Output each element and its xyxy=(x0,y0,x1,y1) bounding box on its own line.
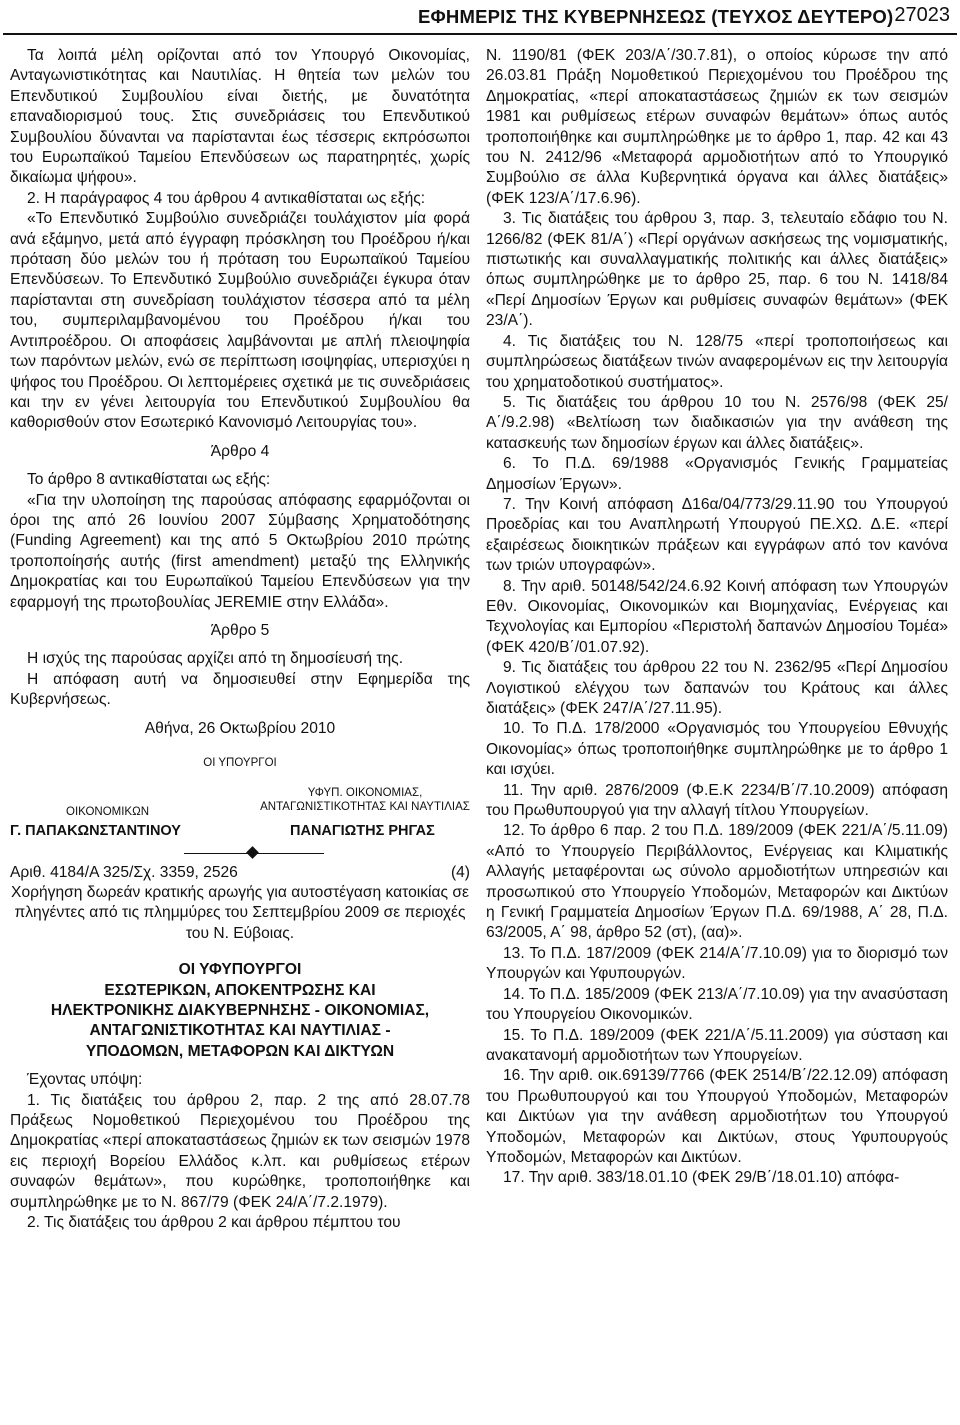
paragraph: 2. Τις διατάξεις του άρθρου 2 και άρθρου πέμπτου του xyxy=(27,1214,401,1232)
paragraph: 6. Το Π.Δ. 69/1988 «Οργανισμός Γενικής Γραμματείας Δημοσίων Έργων». xyxy=(486,455,948,493)
paragraph: 9. Τις διατάξεις του άρθρου 22 του Ν. 2362/95 «Περί Δημοσίου Λογιστικού ελέγχου των δαπανών του Κράτους και άλλες διατάξεις» (ΦΕΚ 247/Α΄/27.11.95). xyxy=(486,659,948,717)
page-header xyxy=(0,0,960,40)
minister-right-title: ΥΦΥΠ. ΟΙΚΟΝΟΜΙΑΣ, xyxy=(307,786,423,799)
paragraph: 14. Το Π.Δ. 185/2009 (ΦΕΚ 213/Α΄/7.10.09) για την ανασύσταση του Υπουργείου Οικονομικών. xyxy=(486,985,948,1024)
decision-number: Αριθ. 4184/Α 325/Σχ. 3359, 2526 xyxy=(10,863,238,881)
heading-line: ΥΠΟΔΟΜΩΝ, ΜΕΤΑΦΟΡΩΝ ΚΑΙ ΔΙΚΤΥΩΝ xyxy=(85,1042,395,1060)
section-divider xyxy=(10,845,470,863)
decision-index: (4) xyxy=(450,863,470,881)
paragraph: Το άρθρο 8 αντικαθίσταται ως εξής: xyxy=(27,471,271,489)
diamond-icon xyxy=(246,846,259,859)
ministers-label: ΟΙ ΥΠΟΥΡΓΟΙ xyxy=(203,756,277,769)
header-rule xyxy=(3,33,957,35)
decision-title: Χορήγηση δωρεάν κρατικής αρωγής για αυτοστέγαση κατοικίας σε πληγέντες από τις πλημμύρες του Σεπτεμβρίου 2009 σε περιοχές του Ν. Εύβοιας. xyxy=(11,884,469,942)
paragraph: 13. Το Π.Δ. 187/2009 (ΦΕΚ 214/Α΄/7.10.09) για το διορισμό των Υπουργών και Υφυπουργών. xyxy=(486,944,948,983)
minister-right-name: ΠΑΝΑΓΙΩΤΗΣ ΡΗΓΑΣ xyxy=(290,822,435,839)
minister-left-title: ΟΙΚΟΝΟΜΙΚΩΝ xyxy=(66,805,149,818)
article-4-heading: Άρθρο 4 xyxy=(210,442,270,460)
paragraph: 3. Τις διατάξεις του άρθρου 3, παρ. 3, τελευταίο εδάφιο του Ν. 1266/82 (ΦΕΚ 81/Α΄) «Περί οργάνων ασκήσεως της νομισματικής, πιστωτικής και συναλλαγματικής πολιτικής και άλλες διατάξεις» όπως συμπληρώθηκε με το άρθρο 25, παρ. 6 του Ν. 1418/84 «Περί Δημοσίων Έργων και ρυθμίσεις συναφών θεμάτων» (ΦΕΚ 23/Α΄). xyxy=(486,210,948,330)
paragraph: 1. Τις διατάξεις του άρθρου 2, παρ. 2 της από 28.07.78 Πράξεως Νομοθετικού Περιεχομένου του Προέδρου της Δημοκρατίας «περί αποκαταστάσεως ζημιών εκ των σεισμών 1978 εις περιοχή Βορείου Ελλάδος κ.λπ. και ρυθμίσεως ετέρων συναφών θεμάτων», που κυρώθηκε, τροποποιήθηκε και συμπληρώθηκε με το Ν. 867/79 (ΦΕΚ 24/Α΄/7.2.1979). xyxy=(10,1091,470,1211)
paragraph: Η απόφαση αυτή να δημοσιευθεί στην Εφημερίδα της Κυβερνήσεως. xyxy=(10,670,470,709)
right-column xyxy=(486,46,948,1189)
paragraph: 15. Το Π.Δ. 189/2009 (ΦΕΚ 221/Α΄/5.11.2009) για σύσταση και ανακατανομή αρμοδιοτήτων των Υπουργείων. xyxy=(486,1026,948,1064)
paragraph: 11. Την αριθ. 2876/2009 (Φ.Ε.Κ 2234/Β΄/7.10.2009) απόφαση του Πρωθυπουργού για την αλλαγή τίτλου Υπουργείων. xyxy=(486,781,948,820)
paragraph: 16. Την αριθ. οικ.69139/7766 (ΦΕΚ 2514/Β΄/22.12.09) απόφαση του Πρωθυπουργού και του Υπουργού Υποδομών, Μεταφορών και Δικτύων για την ανάθεση αρμοδιοτήτων του Υπουργού Υποδομών, Μεταφορών και Δικτύων, στους Υφυπουργούς Υποδομών, Μεταφορών και Δικτύων. xyxy=(486,1067,948,1166)
paragraph: «Το Επενδυτικό Συμβούλιο συνεδριάζει τουλάχιστον μία φορά ανά εξάμηνο, μετά από έγγραφη πρόσκληση του Προέδρου ή/και πρόταση δύο μελών του ή πρόταση του Ευρωπαϊκού Ταμείου Επενδύσεων. Το Επενδυτικό Συμβούλιο συνεδριάζει έγκυρα όταν παρίστανται στη συνεδρίαση τουλάχιστον τέσσερα από τα μέλη του, συμπεριλαμβανομένου του Προέδρου ή/και του Αντιπροέδρου. Οι αποφάσεις λαμβάνονται με απλή πλειοψηφία των παρόντων μελών, ενώ σε περίπτωση ισοψηφίας, υπερισχύει η ψήφος του Προέδρου. Οι λεπτομέρειες σχετικά με τις συνεδριάσεις και την εν γένει λειτουργία του Επενδυτικού Συμβουλίου θα καθορισθούν στον Εσωτερικό Κανονισμό Λειτουργίας του». xyxy=(10,210,470,432)
heading-line: ΗΛΕΚΤΡΟΝΙΚΗΣ ΔΙΑΚΥΒΕΡΝΗΣΗΣ - ΟΙΚΟΝΟΜΙΑΣ, xyxy=(50,1002,430,1020)
paragraph: Η ισχύς της παρούσας αρχίζει από τη δημοσίευσή της. xyxy=(27,650,404,668)
paragraph: 5. Τις διατάξεις του άρθρου 10 του Ν. 2576/98 (ΦΕΚ 25/Α΄/9.2.98) «Βελτίωση των διαδικασιών για την ανάθεση της κατασκευής των δημοσίων έργων και άλλες διατάξεις». xyxy=(486,393,948,452)
minister-left-name: Γ. ΠΑΠΑΚΩΝΣΤΑΝΤΙΝΟΥ xyxy=(10,822,181,839)
signature-block xyxy=(10,719,470,839)
signature-date: Αθήνα, 26 Οκτωβρίου 2010 xyxy=(144,719,336,737)
paragraph: 2. Η παράγραφος 4 του άρθρου 4 αντικαθίσταται ως εξής: xyxy=(27,189,426,207)
paragraph: 10. Το Π.Δ. 178/2000 «Οργανισμός του Υπουργείου Εθνυχής Οικονομίας» όπως τροποποιήθηκε συμπληρώθηκε με το άρθρο 1 και ισχύει. xyxy=(486,720,948,779)
paragraph: Έχοντας υπόψη: xyxy=(27,1071,143,1089)
paragraph: «Για την υλοποίηση της παρούσας απόφασης εφαρμόζονται οι όροι της από 26 Ιουνίου 2007 Σύμβασης Χρηματοδότησης (Funding Agreement) και της από 5 Οκτωβρίου 2010 πρώτης τροποποίησής αυτής (first amendment) μεταξύ της Ελληνικής Δημοκρατίας και του Ευρωπαϊκού Ταμείου Επενδύσεων για την εφαρμογή της πρωτοβουλίας JEREMIE στην Ελλάδα». xyxy=(10,491,470,611)
paragraph: Τα λοιπά μέλη ορίζονται από τον Υπουργό Οικονομίας, Ανταγωνιστικότητας και Ναυτιλίας. Η θητεία των μελών του Επενδυτικού Συμβουλίου είναι διετής, με δυνατότητα επαναδιορισμού τους. Στις συνεδριάσεις του Επενδυτικού Συμβουλίου δύνανται να παρίστανται έως τέσσερις εκπρόσωποι του Ευρωπαϊκού Ταμείου Επενδύσεων ως παρατηρητές, χωρίς δικαίωμα ψήφου». xyxy=(10,47,470,187)
paragraph: 7. Την Κοινή απόφαση Δ16α/04/773/29.11.90 του Υπουργού Προεδρίας και του Αναπληρωτή Υπουργού ΠΕ.ΧΩ. Δ.Ε. «περί εξαιρέσεως διοικητικών πράξεων και εγγράφων από τον κανόνα των τριών υπογραφών». xyxy=(486,495,948,575)
heading-line: ΕΣΩΤΕΡΙΚΩΝ, ΑΠΟΚΕΝΤΡΩΣΗΣ ΚΑΙ xyxy=(104,981,376,999)
heading-line: ΑΝΤΑΓΩΝΙΣΤΙΚΟΤΗΤΑΣ ΚΑΙ ΝΑΥΤΙΛΙΑΣ - xyxy=(89,1022,391,1040)
page-number: 27023 xyxy=(894,4,950,26)
paragraph: 17. Την αριθ. 383/18.01.10 (ΦΕΚ 29/Β΄/18.01.10) απόφα- xyxy=(503,1169,900,1187)
minister-right-title: ΑΝΤΑΓΩΝΙΣΤΙΚΟΤΗΤΑΣ ΚΑΙ ΝΑΥΤΙΛΙΑΣ xyxy=(260,800,470,813)
paragraph: 4. Τις διατάξεις του Ν. 128/75 «περί τροποποιήσεως και συμπληρώσεως διατάξεων τινών αναφερομένων εις την λειτουργία του χρηματοδοτικού συστήματος». xyxy=(486,332,948,391)
decision-number-line xyxy=(10,863,470,883)
paragraph: Ν. 1190/81 (ΦΕΚ 203/Α΄/30.7.81), ο οποίος κύρωσε την από 26.03.81 Πράξη Νομοθετικού Περιεχομένου του Προέδρου της Δημοκρατίας, «περί αποκαταστάσεως ζημιών εκ των σεισμών 1981 και ρυθμίσεως ετέρων συναφών θεμάτων» όπως αυτός τροποποιήθηκε και συμπληρώθηκε με το άρθρο 1, παρ. 42 και 43 του Ν. 2412/96 «Μεταφορά αρμοδιοτήτων από το Υπουργικό Συμβούλιο σε άλλα Κυβερνητικά όργανα και άλλες διατάξεις» (ΦΕΚ 123/Α΄/17.6.96). xyxy=(486,47,948,207)
article-5-heading: Άρθρο 5 xyxy=(210,621,270,639)
heading-line: ΟΙ ΥΦΥΠΟΥΡΓΟΙ xyxy=(178,961,302,979)
gazette-title: ΕΦΗΜΕΡΙΣ ΤΗΣ ΚΥΒΕΡΝΗΣΕΩΣ (ΤΕΥΧΟΣ ΔΕΥΤΕΡΟ) xyxy=(418,6,894,27)
paragraph: 8. Την αριθ. 50148/542/24.6.92 Κοινή απόφαση των Υπουργών Εθν. Οικονομίας, Οικονομικών και Βιομηχανίας, Ενέργειας και Τεχνολογίας και Εμπορίου «Περιστολή δαπανών Δημοσίου Τομέα» (ΦΕΚ 420/Β΄/01.07.92). xyxy=(486,577,948,656)
left-column xyxy=(10,46,470,1234)
paragraph: 12. Το άρθρο 6 παρ. 2 του Π.Δ. 189/2009 (ΦΕΚ 221/Α΄/5.11.09) «Από το Υπουργείο Περιβάλλοντος, Ενέργειας και Κλιματικής Αλλαγής μεταφέρονται ως σύνολο αρμοδιοτήτων υπηρεσιών και προσωπικού στο Υπουργείο Υποδομών, Μεταφορών και Δικτύων η Γενική Γραμματεία Δημοσίων Έργων Π.Δ. 69/1988, Α΄ 28, Π.Δ. 63/2005, Α΄ 98, άρθρο 52 (στ), (αα)». xyxy=(486,822,948,942)
